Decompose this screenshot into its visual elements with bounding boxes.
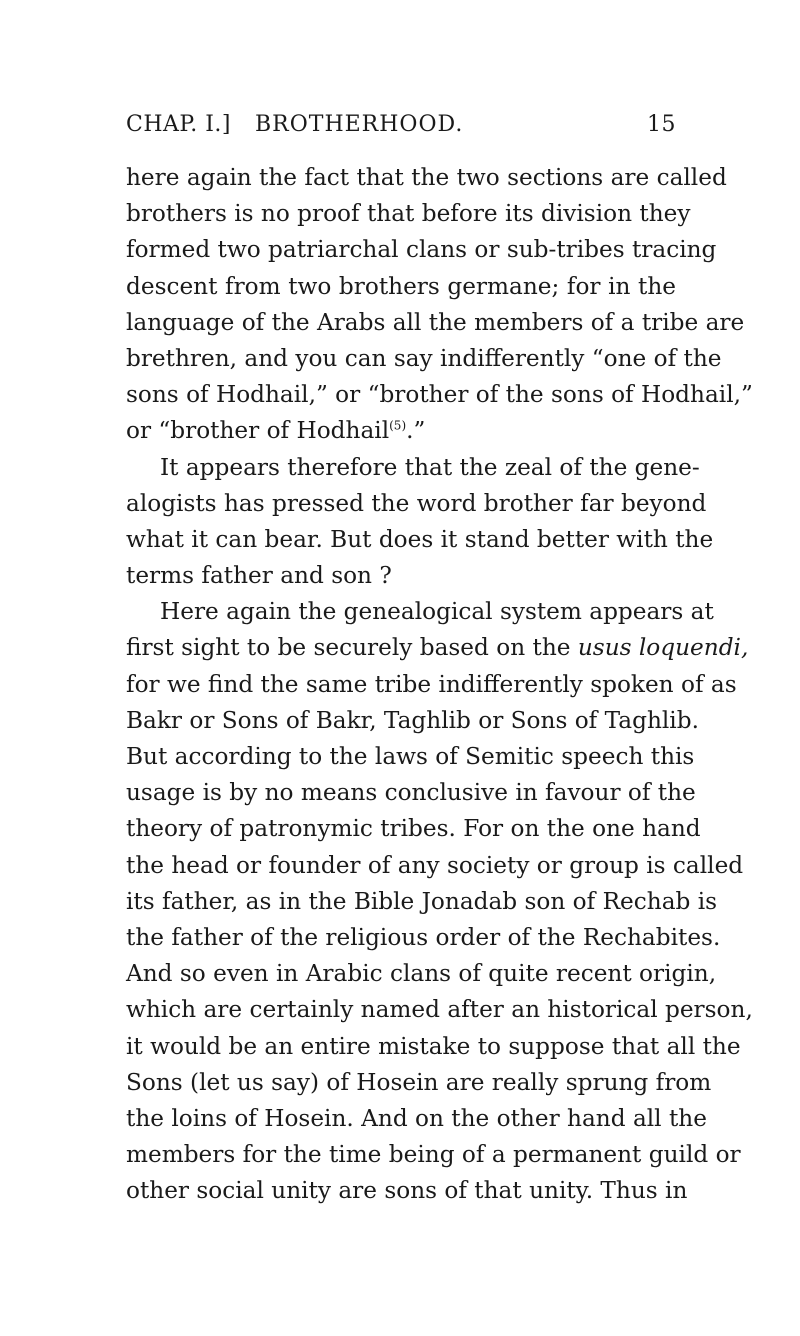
text-line: what it can bear. But does it stand better with the: [126, 525, 714, 553]
text-segment: first sight to be securely based on the: [126, 634, 578, 662]
text-line: [126, 413, 676, 449]
text-line: And so even in Arabic clans of quite recent origin,: [126, 960, 717, 988]
text-line: descent from two brothers germane; for in the: [126, 272, 676, 300]
text-line: theory of patronymic tribes. For on the one hand: [126, 815, 701, 843]
latin-phrase: usus loquendi,: [577, 634, 749, 662]
text-line: here again the fact that the two sections are called: [126, 164, 727, 191]
text-line: it would be an entire mistake to suppose that all the: [126, 1032, 741, 1060]
text-line: the head or founder of any society or group is called: [126, 851, 744, 879]
running-header: [126, 112, 676, 148]
text-line: the loins of Hosein. And on the other hand all the: [126, 1104, 707, 1132]
text-line: usage is by no means conclusive in favour of the: [126, 779, 696, 807]
text-line: which are certainly named after an historical person,: [126, 996, 753, 1024]
footnote-marker: (5): [389, 418, 407, 433]
book-page: [126, 0, 753, 1336]
text-line: terms father and son ?: [126, 562, 392, 590]
text-line: formed two patriarchal clans or sub-tribes tracing: [126, 236, 717, 264]
text-line: But according to the laws of Semitic speech this: [126, 743, 695, 770]
text-line: Here again the genealogical system appears at: [160, 598, 714, 626]
text-line: brethren, and you can say indifferently “one of the: [126, 344, 722, 372]
text-line: other social unity are sons of that unity. Thus in: [126, 1177, 688, 1205]
text-line: its father, as in the Bible Jonadab son of Rechab is: [126, 887, 718, 915]
text-line: Sons (let us say) of Hosein are really sprung from: [126, 1068, 712, 1096]
text-line: [126, 630, 749, 666]
body-text: [126, 160, 753, 1209]
running-title: BROTHERHOOD.: [255, 112, 464, 137]
chapter-label: CHAP. I.]: [126, 112, 232, 137]
text-line: the father of the religious order of the Rechabites.: [126, 923, 721, 951]
text-line: brothers is no proof that before its division they: [126, 200, 691, 228]
text-segment: or “brother of Hodhail: [126, 417, 390, 445]
text-line: sons of Hodhail,” or “brother of the sons of Hodhail,”: [126, 381, 753, 409]
text-line: members for the time being of a permanent guild or: [126, 1141, 741, 1169]
text-line: It appears therefore that the zeal of the gene-: [160, 453, 700, 481]
text-line: alogists has pressed the word brother far beyond: [126, 489, 707, 517]
page-number: 15: [647, 112, 676, 137]
text-line: for we find the same tribe indifferently spoken of as: [126, 670, 737, 698]
text-line: Bakr or Sons of Bakr, Taghlib or Sons of Taghlib.: [126, 706, 699, 734]
text-segment: .”: [406, 417, 426, 445]
text-line: language of the Arabs all the members of a tribe are: [126, 308, 745, 336]
